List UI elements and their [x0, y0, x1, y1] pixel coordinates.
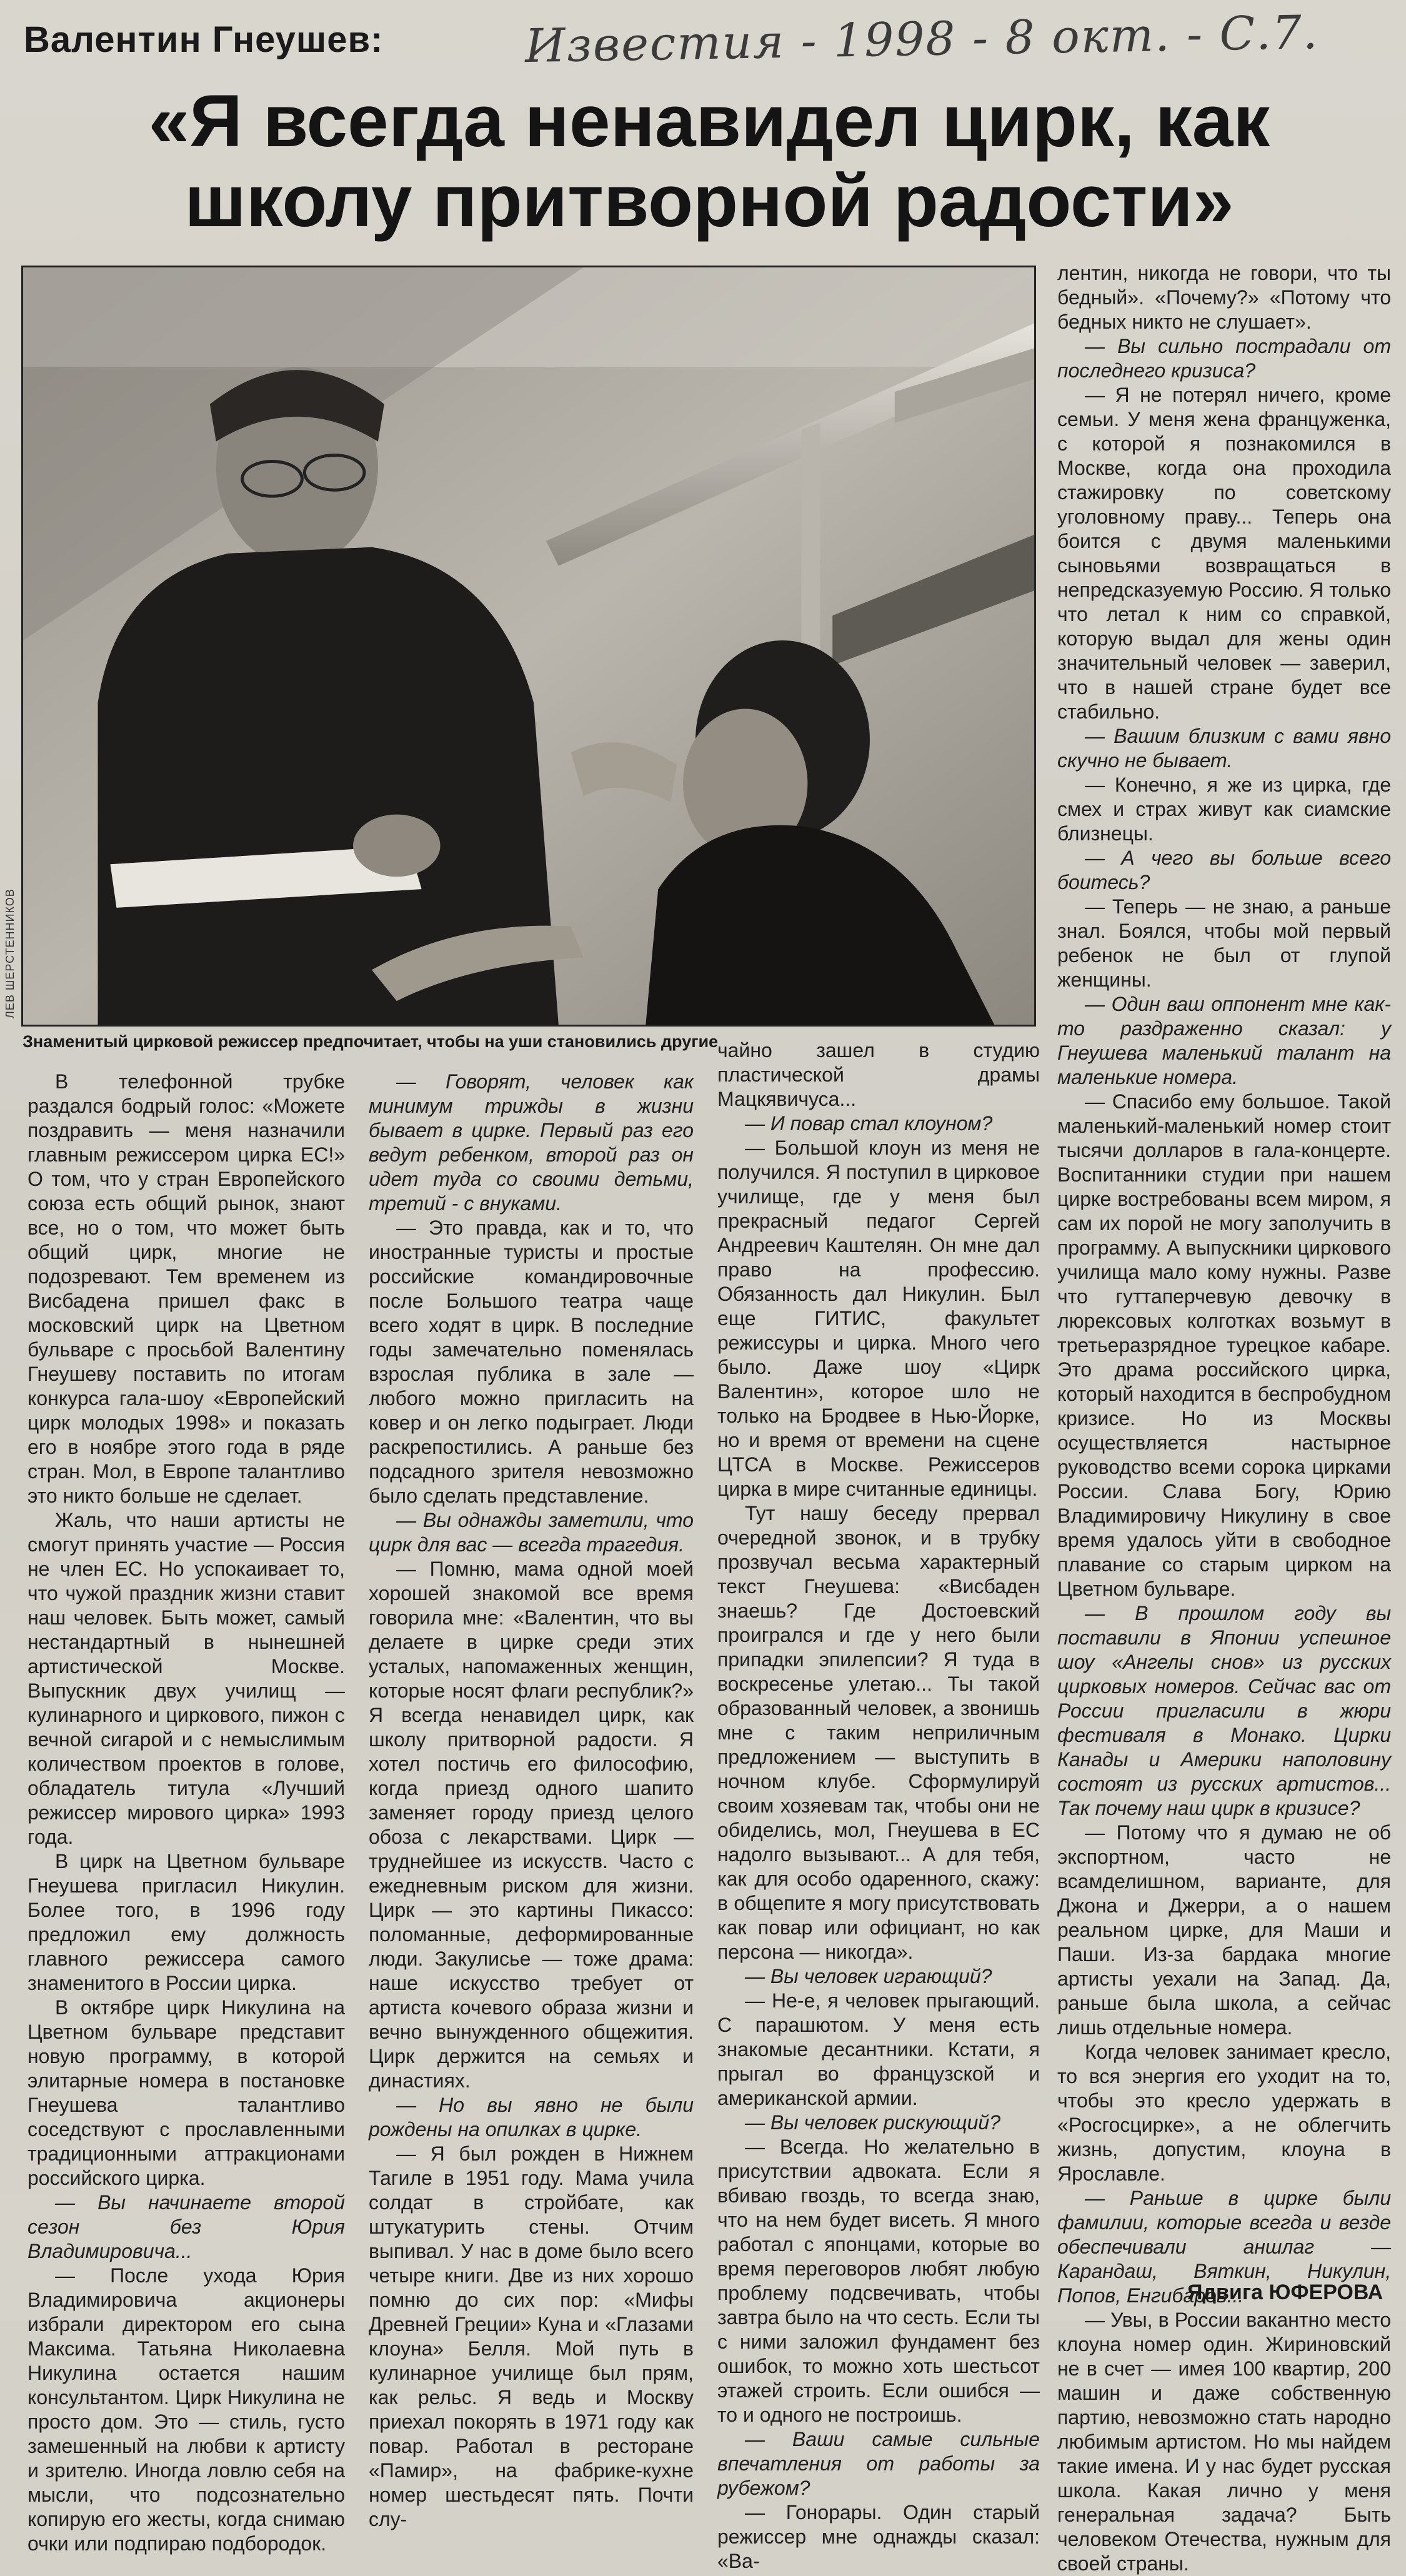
article-photo: [21, 266, 1036, 1027]
text-column-3: [717, 1038, 1040, 2574]
article-paragraph: чайно зашел в студию пластической драмы Мацкявичуса...: [717, 1039, 1040, 1110]
article-paragraph: — Спасибо ему большое. Такой маленький-маленький номер стоит тысячи долларов в гала-концерте. Воспитанники студии при нашем цирке востребованы всем миром, я сам их порой не могу заполучить в программу. А выпускники циркового училища мало кому нужны. Разве что гуттаперчевую девочку в люрексовых колготках возьмут в третьеразрядное турецкое кабаре. Это драма российского цирка, который находится в беспробудном кризисе. Но из Москвы осуществляется настырное руководство всеми сорока цирками России. Слава Богу, Юрию Владимировичу Никулину в свое время удалось уйти в свободное плавание со старым цирком на Цветном бульваре.: [1057, 1090, 1391, 1600]
photo-illustration: [23, 267, 1034, 1025]
photo-caption: Знаменитый цирковой режиссер предпочитает, чтобы на уши становились другие: [22, 1032, 719, 1051]
article-paragraph: Тут нашу беседу прервал очередной звонок, и в трубку прозвучал весьма характерный текст Гнеушева: «Висбаден знаешь? Где Достоевский проигрался и где у него были припадки эпилепсии? Я туда в воскресенье улетаю... Ты такой образованный человек, а звонишь мне с таким неприличным предложением — выступить в ночном клубе. Сформулируй своим хозяевам так, чтобы они не обиделись, мол, Гнеушева в ЕС надолго вызывают... А для тебя, как для особо одаренного, скажу: в общепите я могу присутствовать как повар или официант, но как персона — никогда».: [717, 1502, 1040, 1963]
article-paragraph: — Большой клоун из меня не получился. Я поступил в цирковое училище, где у меня был прекрасный педагог Сергей Андреевич Каштелян. Он мне дал право на профессию. Обязанность дал Никулин. Был еще ГИТИС, факультет режиссуры и цирка. Много чего было. Даже шоу «Цирк Валентин», которое шло не только на Бродвее в Нью-Йорке, но и время от времени на сцене ЦТСА в Москве. Режиссеров цирка в мире считанные единицы.: [717, 1136, 1040, 1500]
interview-question: — В прошлом году вы поставили в Японии успешное шоу «Ангелы снов» из русских цирковых номеров. Сейчас вас от России пригласили в жюри фестиваля в Монако. Цирки Канады и Америки наполовину состоят из русских артистов... Так почему наш цирк в кризисе?: [1057, 1602, 1391, 1819]
article-paragraph: — Теперь — не знаю, а раньше знал. Боялся, чтобы мой первый ребенок не был от глупой женщины.: [1057, 895, 1391, 991]
article-paragraph: — Конечно, я же из цирка, где смех и страх живут как сиамские близнецы.: [1057, 773, 1391, 845]
interview-question: — Вы человек играющий?: [745, 1965, 992, 1987]
interview-question: — Вы человек рискующий?: [745, 2111, 1000, 2134]
article-paragraph: — Увы, в России вакантно место клоуна номер один. Жириновский не в счет — имея 100 квартир, 200 машин и даже собственную партию, невозможно стать народно любимым артистом. Но мы найдем такие имена. И у нас будет русская школа. Какая лично у меня генеральная задача? Быть человеком Отечества, нужным для своей страны.: [1057, 2309, 1391, 2575]
interview-question: — Вы начинаете второй сезон без Юрия Владимировича...: [27, 2191, 345, 2262]
headline: «Я всегда ненавидел цирк, как школу притворной радости»: [148, 80, 1270, 242]
article-paragraph: — Гонорары. Один старый режиссер мне однажды сказал: «Ва-: [717, 2501, 1040, 2572]
article-paragraph: — Всегда. Но желательно в присутствии адвоката. Если я вбиваю гвоздь, то всегда знаю, что на нем будет висеть. Я много работал с японцами, которые во время переговоров любят любую проблему подсвечивать, чтобы завтра было на что сесть. Если ты с ними заложил фундамент без ошибок, то можно хоть шестьсот этажей строить. Если ошибся — то и одного не построишь.: [717, 2136, 1040, 2426]
text-column-2: [369, 1070, 694, 2532]
article-paragraph: Когда человек занимает кресло, то вся энергия его уходит на то, чтобы это кресло удержать в «Росгосцирке», а не облегчить жизнь, допустим, клоуна в Ярославле.: [1057, 2041, 1391, 2185]
interview-question: — Раньше в цирке были фамилии, которые всегда и везде обеспечивали аншлаг — Карандаш, Вяткин, Никулин, Попов, Енгибаров...: [1057, 2187, 1391, 2307]
article-paragraph: — Не-е, я человек прыгающий. С парашютом. У меня есть знакомые десантники. Кстати, я прыгал во французской и американской армии.: [717, 1989, 1040, 2109]
article-paragraph: — После ухода Юрия Владимировича акционеры избрали директором его сына Максима. Татьяна Николаевна Никулина остается нашим консультантом. Цирк Никулина не просто дом. Это — стиль, густо замешенный на любви к артисту и зрителю. Иногда ловлю себя на мысли, что подсознательно копирую его жесты, когда снимаю очки или подпираю подбородок.: [27, 2264, 345, 2555]
photo-credit: ЛЕВ ШЕРСТЕННИКОВ: [4, 888, 16, 1018]
text-column-1: [27, 1070, 345, 2556]
article-paragraph: В телефонной трубке раздался бодрый голос: «Можете поздравить — меня назначили главным режиссером цирка ЕС!» О том, что у стран Европейского союза есть общий рынок, знают все, но о том, что может быть общий цирк, многие не подозревают. Тем временем из Висбадена пришел факс в московский цирк на Цветном бульваре с просьбой Валентину Гнеушеву поставить по итогам конкурса гала-шоу «Европейский цирк молодых 1998» и показать его в ноябре этого года в ряде стран. Мол, в Европе талантливо это никто больше не сделает.: [27, 1070, 345, 1507]
interview-question: — А чего вы больше всего боитесь?: [1057, 847, 1391, 893]
interview-question: — Говорят, человек как минимум трижды в жизни бывает в цирке. Первый раз его ведут ребенком, второй раз он идет туда со своими детьми, третий - с внуками.: [369, 1070, 694, 1215]
interview-question: — Один ваш оппонент мне как-то раздраженно сказал: у Гнеушева маленький талант на маленькие номера.: [1057, 993, 1391, 1088]
article-paragraph: — Это правда, как и то, что иностранные туристы и простые российские командировочные после Большого театра чаще всего ходят в цирк. В последние годы замечательно поменялась взрослая публика в зале — любого можно пригласить на ковер и он легко подыграет. Люди раскрепостились. А раньше без подсадного зрителя невозможно было сделать представление.: [369, 1216, 694, 1507]
article-paragraph: — Помню, мама одной моей хорошей знакомой все время говорила мне: «Валентин, что вы делаете в цирке среди этих усталых, напомаженных женщин, которые носят флаги республик?» Я всегда ненавидел цирк, как школу притворной радости. Я хотел постичь его философию, когда приезд одного шапито заменяет городу приезд целого обоза с лекарствами. Цирк — труднейшее из искусств. Часто с ежедневным риском для жизни. Цирк — это картины Пикассо: поломанные, деформированные люди. Закулисье — тоже драма: наше искусство требует от артиста кочевого образа жизни и вечно вынужденного общежития. Цирк держится на семьях и династиях.: [369, 1558, 694, 2092]
article-paragraph: Жаль, что наши артисты не смогут принять участие — Россия не член ЕС. Но успокаивает то, что чужой праздник жизни ставит наш человек. Быть может, самый нестандартный в нынешней артистической Москве. Выпускник двух училищ — кулинарного и циркового, пижон с вечной сигарой и с немыслимым количеством проектов в голове, обладатель титула «Лучший режиссер мирового цирка» 1993 года.: [27, 1509, 345, 1848]
author-byline: Ядвига ЮФЕРОВА: [1187, 2280, 1384, 2304]
interview-question: — Ваши самые сильные впечатления от работы за рубежом?: [717, 2428, 1040, 2499]
article-paragraph: В цирк на Цветном бульваре Гнеушева пригласил Никулин. Более того, в 1996 году предложил ему должность главного режиссера самого знаменитого в России цирка.: [27, 1850, 345, 1994]
article-paragraph: — Я не потерял ничего, кроме семьи. У меня жена француженка, с которой я познакомился в Москве, когда она проходила стажировку по советскому уголовному праву... Теперь она боится с двумя маленькими сыновьями возвращаться в непредсказуемую Россию. Я только что летал к ним со справкой, которую выдал для жены один значительный человек — заверил, что в нашей стране будет все стабильно.: [1057, 384, 1391, 723]
interview-question: — Вы однажды заметили, что цирк для вас — всегда трагедия.: [369, 1509, 694, 1556]
interview-question: — Но вы явно не были рождены на опилках в цирке.: [369, 2094, 694, 2141]
handwritten-source-note: Известия - 1998 - 8 окт. - С.7.: [524, 5, 1319, 74]
article-paragraph: — Я был рожден в Нижнем Тагиле в 1951 году. Мама учила солдат в стройбате, как штукатурить стены. Отчим выпивал. У нас в доме было всего четыре книги. Две из них хорошо помню до сих пор: «Мифы Древней Греции» Куна и «Глазами клоуна» Белля. Мой путь в кулинарное училище был прям, как рельс. Я ведь и Москву приехал покорять в 1971 году как повар. Работал в ресторане «Памир», на фабрике-кухне номер шестьдесят пять. Почти слу-: [369, 2142, 694, 2530]
article-paragraph: В октябре цирк Никулина на Цветном бульваре представит новую программу, в которой элитарные номера в постановке Гнеушева талантливо соседствуют с прославленными традиционными аттракционами российского цирка.: [27, 1996, 345, 2189]
article-paragraph: лентин, никогда не говори, что ты бедный». «Почему?» «Потому что бедных никто не слушает».: [1057, 262, 1391, 333]
kicker: Валентин Гнеушев:: [24, 19, 384, 60]
interview-question: — И повар стал клоуном?: [745, 1112, 993, 1135]
article-paragraph: — Потому что я думаю не об экспортном, часто не всамделишном, варианте, для Джона и Джерри, а о нашем реальном цирке, для Маши и Паши. Из-за бардака многие артисты уехали на Запад. Да, раньше была школа, а сейчас лишь отдельные номера.: [1057, 1821, 1391, 2039]
interview-question: — Вашим близким с вами явно скучно не бывает.: [1057, 725, 1391, 772]
interview-question: — Вы сильно пострадали от последнего кризиса?: [1057, 335, 1391, 382]
text-column-4: [1057, 261, 1391, 2576]
